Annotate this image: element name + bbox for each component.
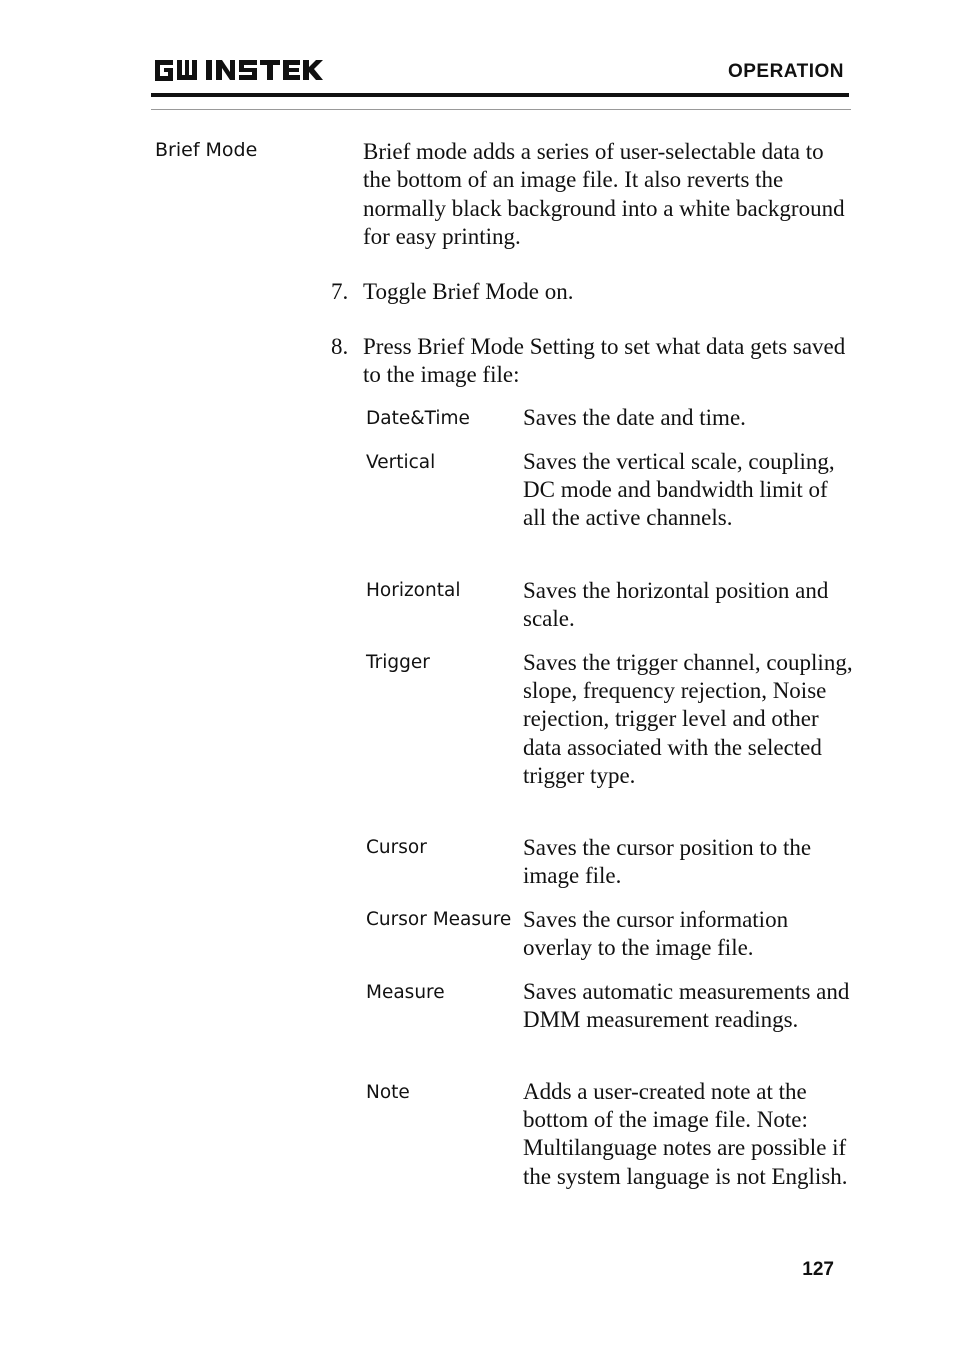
section-title: OPERATION [727,61,844,82]
header-rule-thick [151,93,849,97]
setting-label: Cursor Measure [366,909,512,930]
step-number: 8. [331,334,349,359]
setting-description: Saves the trigger channel, coupling, slope, frequency rejection, Noise rejection, trigger level and other data associated with the selected trigger type. [523,650,853,788]
setting-label: Vertical [366,452,436,473]
setting-description: Saves the horizontal position and scale. [523,578,829,632]
setting-description: Adds a user-created note at the bottom of the image file. Note: Multilanguage notes are possible if the system language is not English. [523,1079,848,1189]
step-text: Toggle Brief Mode on. [363,279,574,304]
gw-instek-logo [153,56,323,84]
setting-label: Horizontal [366,580,461,601]
intro-paragraph: Brief mode adds a series of user-selectable data to the bottom of an image file. It also reverts the normally black background into a white background for easy printing. [363,139,845,250]
setting-description: Saves the vertical scale, coupling, DC mode and bandwidth limit of all the active channels. [523,449,835,531]
setting-description: Saves automatic measurements and DMM measurement readings. [523,979,850,1033]
setting-label: Note [366,1082,410,1103]
side-label: Brief Mode [155,139,258,161]
setting-description: Saves the cursor position to the image file. [523,835,812,889]
setting-description: Saves the date and time. [523,405,746,430]
step-number: 7. [331,279,349,304]
setting-label: Measure [366,982,445,1003]
step-text: Press Brief Mode Setting to set what data gets saved to the image file: [363,334,846,388]
setting-label: Cursor [366,837,427,858]
setting-label: Trigger [366,652,430,673]
setting-description: Saves the cursor information overlay to the image file. [523,907,789,961]
page-number: 127 [802,1259,834,1280]
header-rule-thin [151,109,851,110]
setting-label: Date&Time [366,408,470,429]
